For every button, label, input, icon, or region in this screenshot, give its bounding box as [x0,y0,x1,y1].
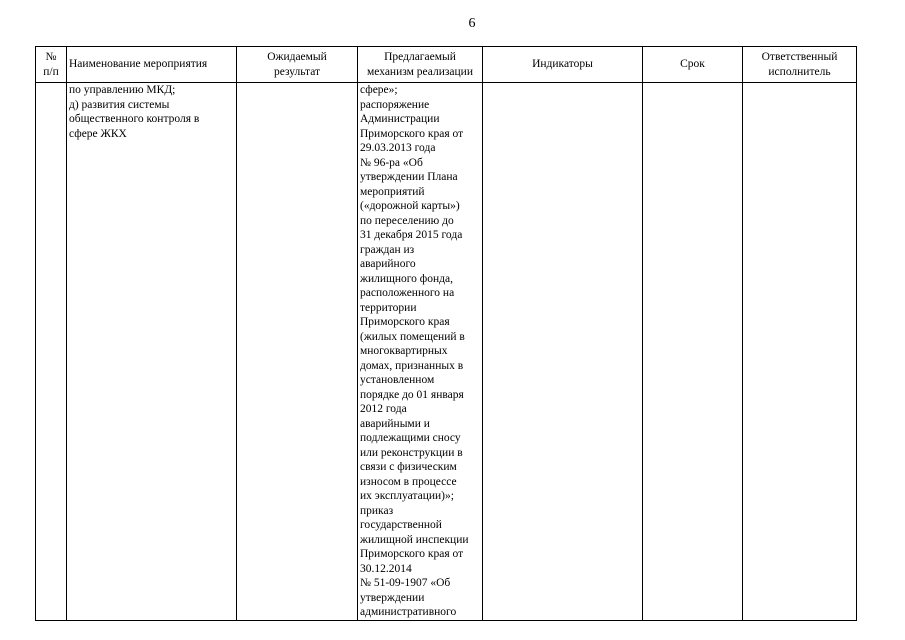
cell-deadline [643,83,743,621]
header-mechanism: Предлагаемый механизм реализации [358,47,483,83]
cell-activity: по управлению МКД; д) развития системы общественного контроля в сфере ЖКХ [67,83,237,621]
header-number: № п/п [36,47,67,83]
cell-number [36,83,67,621]
header-deadline: Срок [643,47,743,83]
cell-responsible [743,83,857,621]
page-number: 6 [468,16,476,31]
header-indicators: Индикаторы [483,47,643,83]
table-row [36,83,857,621]
cell-mechanism: сфере»; распоряжение Администрации Приморского края от 29.03.2013 года № 96-ра «Об утверждении Плана мероприятий («дорожной карты») по переселению до 31 декабря 2015 года граждан из аварийного жилищного фонда, расположенного на территории Приморского края (жилых помещений в многоквартирных домах, признанных в установленном порядке до 01 января 2012 года аварийными и подлежащими сносу или реконструкции в связи с физическим износом в процессе их эксплуатации)»; приказ государственной жилищной инспекции Приморского края от 30.12.2014 № 51-09-1907 «Об утверждении административного [358,83,483,621]
measures-table [35,46,857,621]
cell-indicators [483,83,643,621]
cell-result [237,83,358,621]
table-header-row [36,47,857,83]
header-result: Ожидаемый результат [237,47,358,83]
header-activity: Наименование мероприятия [67,47,237,83]
header-responsible: Ответственный исполнитель [743,47,857,83]
